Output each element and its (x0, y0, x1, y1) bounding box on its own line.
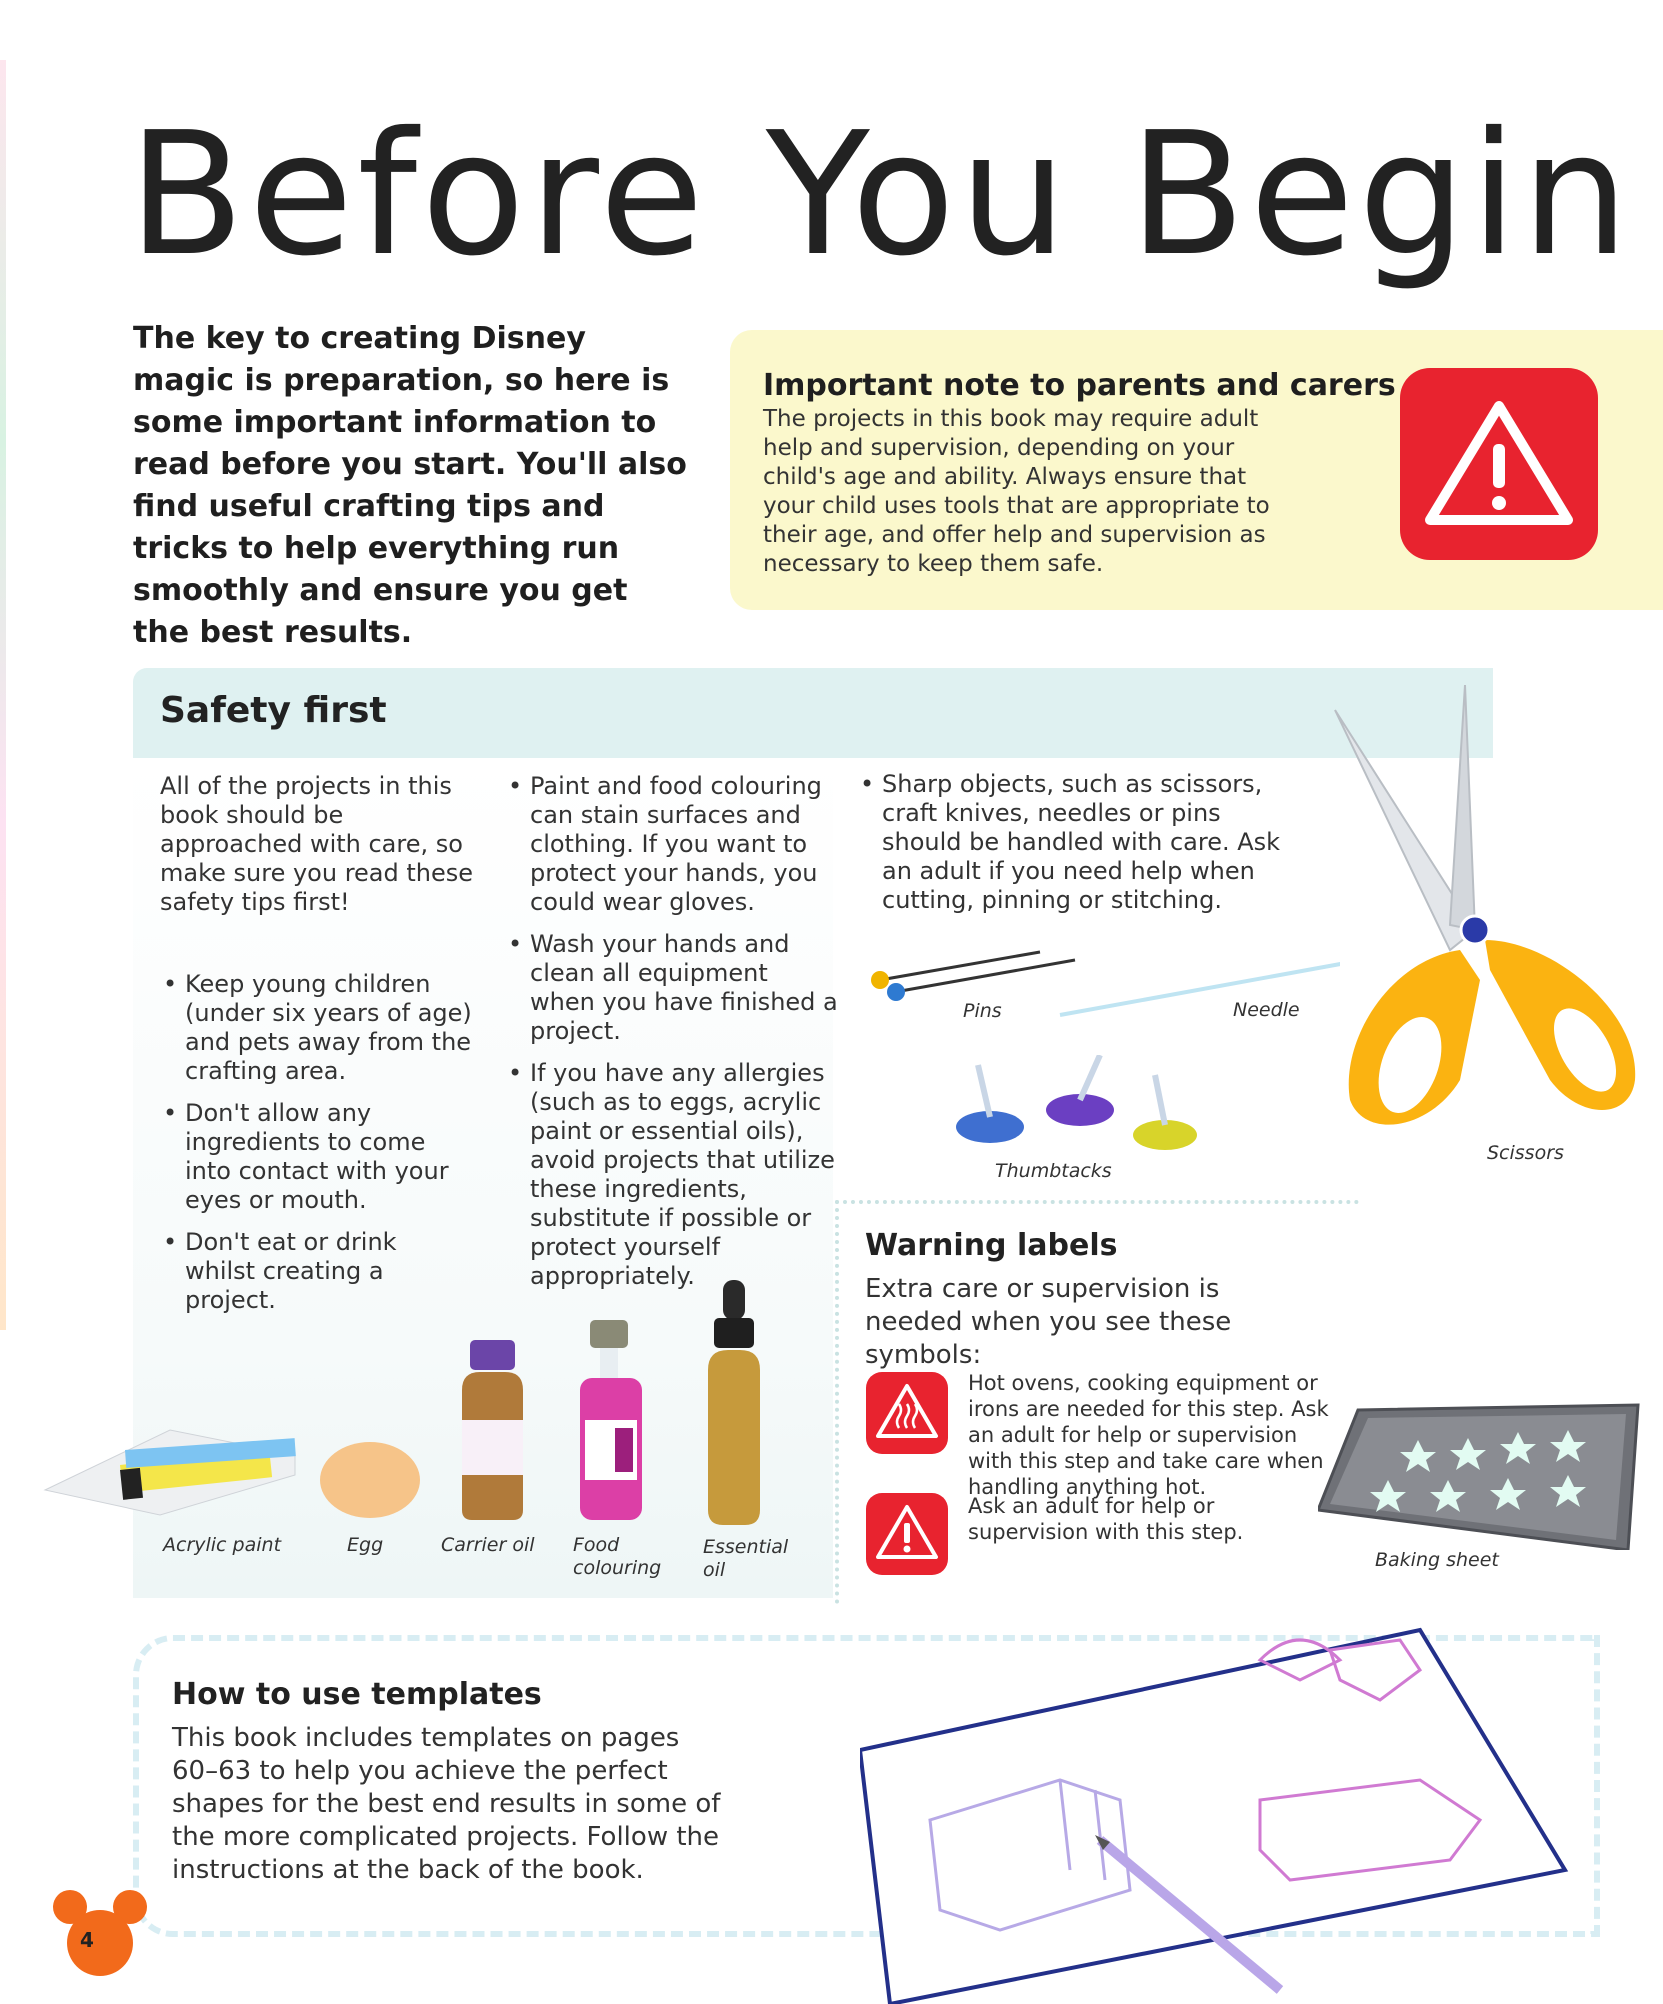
pin-head (887, 983, 905, 1001)
warning-labels-title: Warning labels (865, 1228, 1118, 1263)
safety-title: Safety first (160, 690, 387, 731)
hot-warning-icon (866, 1372, 948, 1454)
adult-help-warning-icon (866, 1493, 948, 1575)
list-item: • Sharp objects, such as scissors, craft knives, needles or pins should be handled with care. Ask an adult if you need help when cutting, pinning or stitching. (860, 770, 1300, 915)
thumbtacks-illustration (950, 1055, 1210, 1165)
list-item: • Wash your hands and clean all equipment when you have finished a project. (508, 930, 838, 1046)
page-number: 4 (80, 1928, 94, 1952)
caption-pins: Pins (963, 1000, 1002, 1022)
parent-note-title: Important note to parents and carers (763, 368, 1396, 403)
safety-list-1 (163, 970, 473, 1328)
ingredients-illustration (40, 1280, 820, 1540)
carrier-oil-bottle (462, 1340, 523, 1520)
caption-food-colouring-line2: colouring (573, 1557, 662, 1579)
pin-head (871, 971, 889, 989)
warning-labels-intro: Extra care or supervision is needed when you see these symbols: (865, 1274, 1232, 1370)
hot-warning-text: Hot ovens, cooking equipment or irons are needed for this step. Ask an adult for help or supervision with this step and take care when handling anything hot. (968, 1371, 1329, 1499)
safety-list-2 (508, 772, 838, 1304)
caption-needle: Needle (1233, 999, 1300, 1021)
page-edge-strip (0, 60, 6, 1330)
baking-sheet-illustration (1318, 1400, 1648, 1550)
list-item: • Keep young children (under six years of age) and pets away from the crafting area. (163, 970, 473, 1086)
food-colouring-bottle (580, 1320, 642, 1520)
templates-text: This book includes templates on pages 60–63 to help you achieve the perfect shapes for the best end results in some of the more complicated projects. Follow the instructions at the back of the book. (172, 1723, 721, 1885)
caption-essential-oil-line2: oil (703, 1559, 726, 1581)
warning-triangle-icon (1400, 368, 1598, 560)
list-item: • Paint and food colouring can stain surfaces and clothing. If you want to protect your hands, you could wear gloves. (508, 772, 838, 917)
caption-thumbtacks: Thumbtacks (995, 1160, 1112, 1182)
safety-intro: All of the projects in this book should be approached with care, so make sure you read these safety tips first! (160, 772, 474, 916)
caption-baking-sheet: Baking sheet (1375, 1549, 1499, 1571)
caption-carrier-oil: Carrier oil (441, 1534, 535, 1556)
list-item: • If you have any allergies (such as to eggs, acrylic paint or essential oils), avoid projects that utilize these ingredients, substitute if possible or protect yourself appropriately. (508, 1059, 838, 1291)
list-item: • Don't allow any ingredients to come into contact with your eyes or mouth. (163, 1099, 473, 1215)
caption-acrylic-paint: Acrylic paint (163, 1534, 282, 1556)
adult-help-warning-text: Ask an adult for help or supervision with this step. (968, 1494, 1244, 1544)
scissors-illustration (1330, 680, 1650, 1150)
caption-food-colouring-line1: Food (573, 1534, 620, 1556)
caption-scissors: Scissors (1487, 1142, 1564, 1164)
intro-paragraph: The key to creating Disney magic is preparation, so here is some important information to read before you start. You'll also find useful crafting tips and tricks to help everything run smoothly and ensure you get the best results. (133, 321, 687, 650)
templates-title: How to use templates (172, 1677, 542, 1712)
caption-egg: Egg (347, 1534, 384, 1556)
caption-essential-oil-line1: Essential (703, 1536, 789, 1558)
page-title: Before You Begin (128, 96, 1634, 294)
parent-note-text: The projects in this book may require adult help and supervision, depending on your child's age and ability. Always ensure that your child uses tools that are appropriate to their age, and offer help and supervision as necessary to keep them safe. (763, 406, 1270, 577)
safety-list-3 (860, 770, 1300, 928)
essential-oil-bottle (708, 1280, 760, 1525)
mickey-page-badge (50, 1885, 150, 1985)
acrylic-paint-tubes (45, 1430, 296, 1515)
template-book-illustration (860, 1620, 1580, 2004)
list-item: • Don't eat or drink whilst creating a project. (163, 1228, 473, 1315)
egg (320, 1442, 420, 1518)
